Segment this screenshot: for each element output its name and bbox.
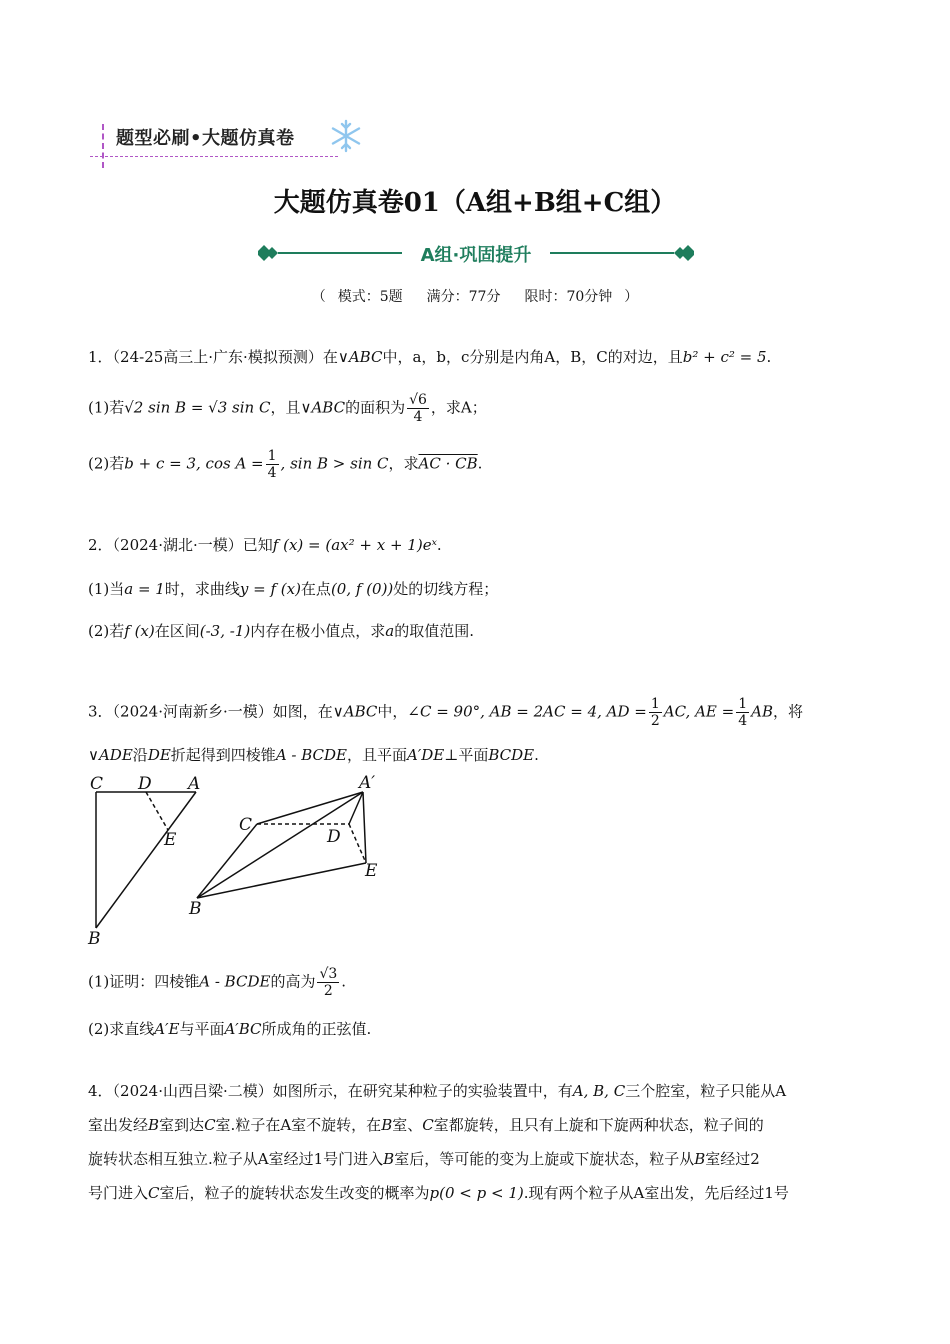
q3-text: .	[534, 746, 539, 764]
q4-text: .现有两个粒子从	[523, 1184, 634, 1202]
q3-math: A′DE	[407, 746, 445, 764]
q4-text: 室后，粒子的旋转状态发生改变的概率为	[159, 1184, 430, 1202]
q3-fraction-2	[736, 696, 749, 729]
q3-text: ，将	[773, 702, 804, 721]
q4-text: 室.粒子在	[215, 1116, 281, 1134]
q2-source: （2024·湖北·一模）	[112, 536, 243, 554]
q4-math: B	[383, 1150, 395, 1168]
q4-text: 号门进入	[88, 1184, 149, 1202]
q2-p2-label: (2)若	[88, 622, 125, 640]
q3-math: A′BC	[224, 1020, 262, 1038]
q4-text: 如图所示，在研究某种粒子的实验装置中，有	[272, 1082, 573, 1100]
edge-b-e	[197, 863, 366, 898]
fraction-numerator: 1	[650, 696, 660, 712]
q2-part2	[88, 620, 474, 641]
label-b: B	[189, 899, 202, 919]
q2-p1-label: (1)当	[88, 580, 125, 598]
label-e: E	[365, 861, 378, 881]
q2-math: a	[385, 622, 395, 640]
q1-text: ，求	[388, 454, 419, 473]
q3-text: 沿	[132, 746, 148, 764]
q4-math: A	[257, 1150, 269, 1168]
label-c: C	[239, 815, 253, 835]
q3-fraction-1	[649, 696, 662, 729]
q2-text: 时，求曲线	[164, 580, 240, 598]
q3-text: 与平面	[179, 1020, 225, 1038]
q4-math: A	[775, 1082, 787, 1100]
q2-stem	[88, 534, 442, 555]
snowflake-icon	[328, 118, 364, 154]
badge-horizontal-dash	[90, 156, 338, 157]
q4-text: 室到达	[159, 1116, 205, 1134]
label-d: D	[138, 774, 152, 794]
page-title: 大题仿真卷01（A组+B组+C组）	[273, 188, 677, 218]
label-a: A	[188, 774, 201, 794]
q4-math: B	[381, 1116, 393, 1134]
q1-part1	[88, 392, 487, 425]
fraction-denominator: 4	[738, 713, 748, 729]
q3-condition: AB	[751, 702, 773, 721]
q3-source: （2024·河南新乡·一模）	[112, 702, 273, 721]
section-divider	[258, 238, 694, 268]
q3-text: ，且平面	[347, 746, 408, 764]
fraction-denominator: 2	[650, 713, 660, 729]
q4-math: A	[280, 1116, 292, 1134]
q2-number: 2．	[88, 536, 113, 554]
q3-part2	[88, 1018, 371, 1039]
q1-p2-fraction	[266, 448, 279, 481]
q3-math: A′E	[154, 1020, 180, 1038]
badge-vertical-dash	[102, 124, 104, 168]
q3-text: 中，	[377, 702, 408, 721]
q2-function: f (x) = (ax² + x + 1)eˣ	[272, 536, 437, 554]
q3-condition: ∠C = 90°, AB = 2AC = 4, AD =	[407, 702, 647, 721]
q3-triangle: ∨ABC	[332, 702, 378, 721]
q4-line1	[88, 1080, 786, 1101]
q3-text: 折起得到四棱锥	[170, 746, 276, 764]
exam-mode-line: （ 模式：5题 满分：77分 限时：70分钟 ）	[311, 289, 639, 305]
q1-stem	[88, 346, 771, 367]
q1-p1-equation: √2 sin B = √3 sin C	[124, 398, 271, 417]
q3-text: 的高为	[270, 972, 316, 991]
q2-math: (0, f (0))	[330, 580, 394, 598]
fraction-numerator: 1	[267, 448, 277, 464]
label-d: D	[327, 827, 341, 847]
q4-math: B	[148, 1116, 160, 1134]
q3-math: DE	[147, 746, 171, 764]
label-b: B	[88, 929, 101, 949]
badge-text: 题型必刷•大题仿真卷	[116, 128, 295, 149]
q4-number: 4．	[88, 1082, 113, 1100]
time-text: 限时：70分钟	[524, 289, 613, 305]
q2-text: 已知	[242, 536, 273, 554]
q4-math: C	[148, 1184, 160, 1202]
q1-p1-fraction	[407, 392, 429, 425]
q1-text: .	[766, 348, 772, 366]
q1-number: 1．	[88, 348, 113, 366]
q1-p2-equation: b + c = 3, cos A =	[124, 454, 264, 473]
q2-part1	[88, 578, 498, 599]
edge-ab	[96, 792, 196, 928]
q4-text: 三个腔室，粒子只能从	[625, 1082, 776, 1100]
edge-de	[146, 792, 168, 830]
q1-condition: b² + c² = 5	[682, 348, 767, 366]
q4-math: B	[694, 1150, 706, 1168]
q1-text: 在	[322, 348, 338, 366]
q1-p1-label: (1)若	[88, 398, 125, 417]
figure-pyramid	[185, 770, 395, 920]
fraction-denominator: 4	[413, 409, 423, 425]
fraction-numerator: √3	[319, 966, 338, 982]
q4-text: 室经过2	[705, 1150, 760, 1168]
q4-math: C	[204, 1116, 216, 1134]
q4-line3	[88, 1148, 760, 1169]
q3-text: 平面	[458, 746, 489, 764]
q4-text: 室出发，先后经过1号	[644, 1184, 789, 1202]
fraction-numerator: 1	[738, 696, 748, 712]
q2-math: f (x)	[124, 622, 155, 640]
q4-math: p(0 < p < 1)	[429, 1184, 524, 1202]
q1-p2-equation: , sin B > sin C	[280, 454, 389, 473]
q4-text: 室后，等可能的变为上旋或下旋状态，粒子从	[394, 1150, 695, 1168]
q4-math: C	[422, 1116, 434, 1134]
q1-p2-label: (2)若	[88, 454, 125, 473]
label-c: C	[90, 774, 104, 794]
q3-math: A - BCDE	[199, 972, 271, 991]
q4-text: 室出发经	[88, 1116, 149, 1134]
diamond-right-icon	[672, 244, 694, 262]
q3-part1	[88, 966, 346, 999]
edge-a-e	[363, 792, 366, 863]
q3-text: .	[341, 972, 347, 991]
score-text: 满分：77分	[426, 289, 501, 305]
q3-number: 3．	[88, 702, 113, 721]
q3-math: ⊥	[444, 746, 459, 764]
q2-text: 内存在极小值点，求	[250, 622, 386, 640]
q1-source: （24-25高三上·广东·模拟预测）	[112, 348, 323, 366]
q4-text: 旋转状态相互独立.粒子从	[88, 1150, 258, 1168]
q3-math: A - BCDE	[275, 746, 348, 764]
q1-p1-triangle: ∨ABC	[300, 398, 346, 417]
section-label: A组·巩固提升	[420, 245, 532, 266]
q3-text: 如图，在	[272, 702, 333, 721]
q3-p1-label: (1)证明：四棱锥	[88, 972, 200, 991]
edge-d-e	[349, 824, 366, 863]
q2-math: y = f (x)	[239, 580, 301, 598]
q1-p2-vector: AC · CB	[418, 454, 478, 473]
q3-stem-line2	[88, 744, 539, 765]
label-a-prime: A′	[359, 773, 376, 793]
header-badge	[90, 118, 380, 168]
q4-text: 室都旋转，且只有上旋和下旋两种状态，粒子间的	[433, 1116, 764, 1134]
divider-line-right	[550, 252, 674, 254]
q3-stem	[88, 696, 803, 729]
q1-text: ，求A；	[430, 398, 487, 417]
q3-math: ∨ADE	[88, 746, 133, 764]
fraction-denominator: 2	[323, 983, 333, 999]
q4-line4	[88, 1182, 789, 1203]
q4-source: （2024·山西吕梁·二模）	[112, 1082, 273, 1100]
q2-text: 的取值范围.	[394, 622, 474, 640]
q1-part2	[88, 448, 482, 481]
q2-text: 处的切线方程；	[393, 580, 499, 598]
q2-math: a = 1	[124, 580, 165, 598]
q3-math: BCDE	[488, 746, 535, 764]
q1-triangle: ∨ABC	[337, 348, 383, 366]
q2-text: 在区间	[154, 622, 200, 640]
q4-line2	[88, 1114, 764, 1135]
mode-text: 模式：5题	[337, 289, 403, 305]
q2-text: 在点	[300, 580, 331, 598]
q3-p1-fraction	[317, 966, 339, 999]
q1-text: ，且	[270, 398, 301, 417]
q3-text: 所成角的正弦值.	[261, 1020, 372, 1038]
fraction-numerator: √6	[409, 392, 427, 408]
q4-math: A, B, C	[572, 1082, 626, 1100]
q1-text: .	[477, 454, 483, 473]
q4-text: 室不旋转，在	[291, 1116, 382, 1134]
q3-p2-label: (2)求直线	[88, 1020, 155, 1038]
q3-condition: AC, AE =	[663, 702, 735, 721]
q4-math: A	[633, 1184, 645, 1202]
q1-text: 的面积为	[345, 398, 406, 417]
q2-math: (-3, -1)	[199, 622, 251, 640]
edge-a-c	[257, 792, 363, 824]
fraction-denominator: 4	[267, 465, 277, 481]
q4-text: 室、	[392, 1116, 423, 1134]
label-e: E	[164, 830, 177, 850]
q1-text: 中，a，b，c分别是内角A，B，C的对边，且	[382, 348, 683, 366]
q4-text: 室经过1号门进入	[268, 1150, 384, 1168]
q2-text: .	[436, 536, 442, 554]
